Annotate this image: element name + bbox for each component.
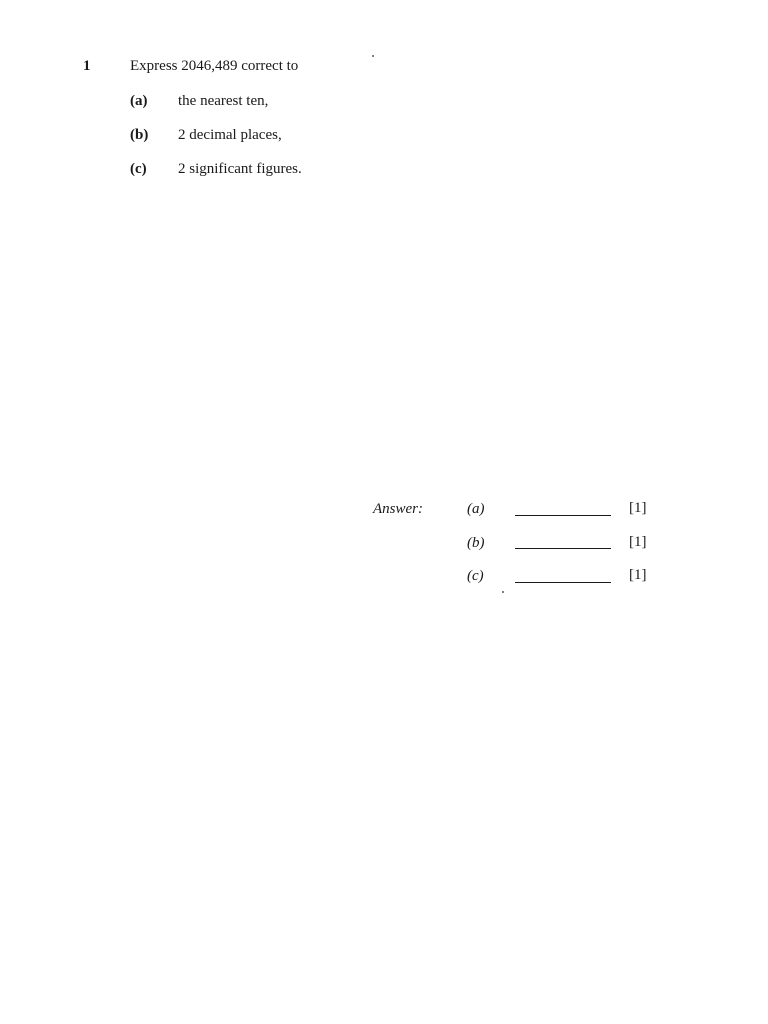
answer-a-marks: [1] <box>629 500 647 516</box>
part-c-label: (c) <box>130 161 147 177</box>
answer-a-line[interactable] <box>515 515 611 516</box>
scan-speck <box>502 591 504 593</box>
scan-speck <box>372 55 374 57</box>
answer-c-line[interactable] <box>515 582 611 583</box>
answer-b-marks: [1] <box>629 534 647 550</box>
part-a-label: (a) <box>130 93 148 109</box>
answer-c-marks: [1] <box>629 567 647 583</box>
part-b-label: (b) <box>130 127 149 143</box>
answer-c-label: (c) <box>467 568 484 584</box>
answer-b-label: (b) <box>467 535 485 551</box>
part-a-text: the nearest ten, <box>178 93 269 109</box>
question-number: 1 <box>83 58 91 74</box>
answer-label: Answer: <box>373 501 423 517</box>
part-c-text: 2 significant figures. <box>178 161 302 177</box>
part-b-text: 2 decimal places, <box>178 127 282 143</box>
answer-a-label: (a) <box>467 501 485 517</box>
question-stem: Express 2046,489 correct to <box>130 58 299 74</box>
answer-b-line[interactable] <box>515 548 611 549</box>
